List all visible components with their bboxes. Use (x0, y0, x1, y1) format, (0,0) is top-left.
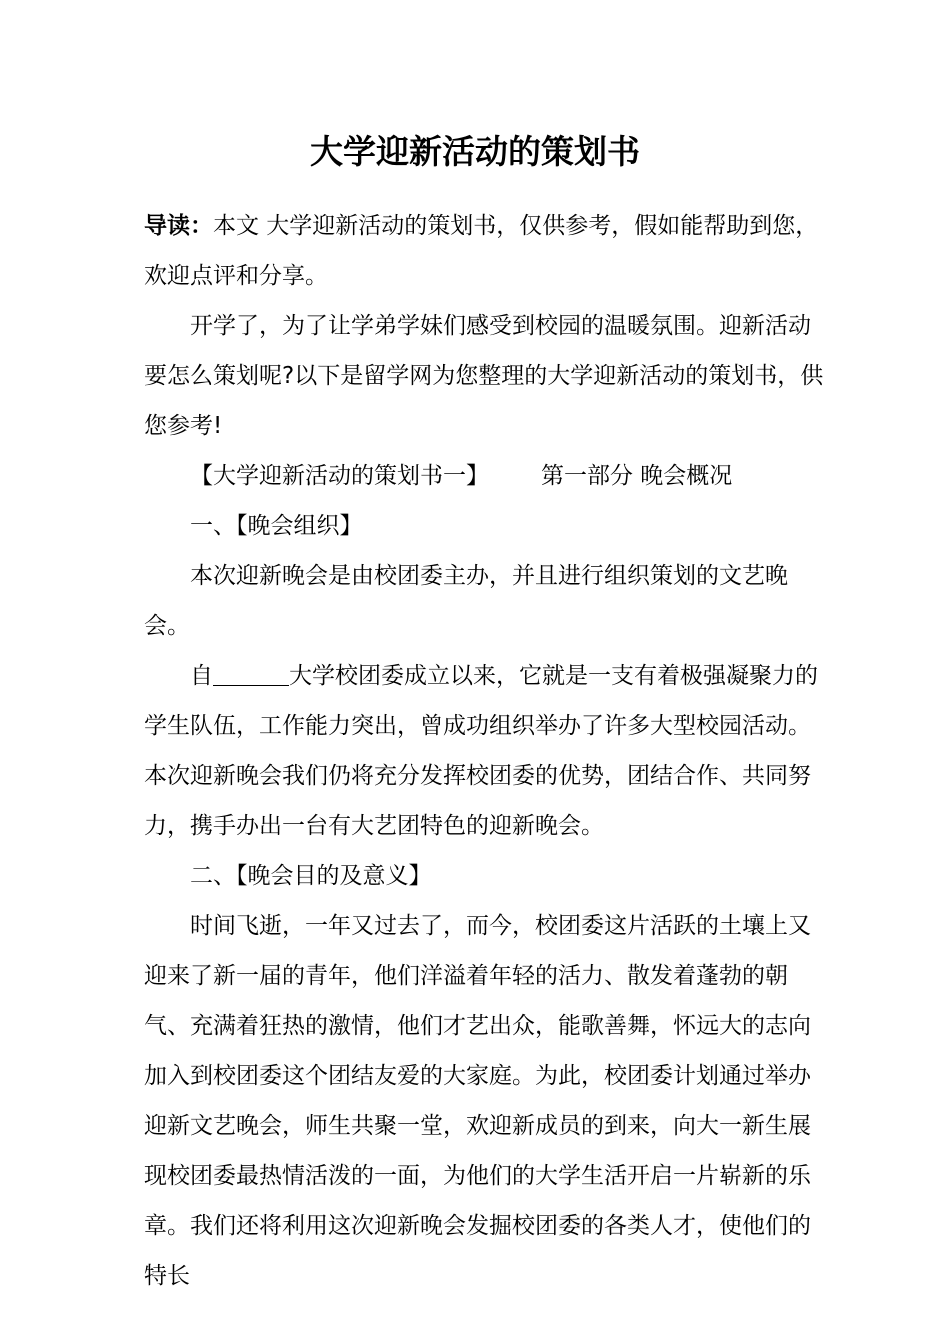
section-part-title: 第一部分 晚会概况 (541, 463, 733, 489)
document-title: 大学迎新活动的策划书 (310, 132, 640, 171)
section-bracket-title: 【大学迎新活动的策划书一】 (190, 463, 489, 489)
lead-label: 导读： (144, 213, 213, 239)
section-heading (144, 451, 824, 501)
paragraph-purpose: 时间飞逝，一年又过去了，而今，校团委这片活跃的土壤上又迎来了新一届的青年，他们洋溢着年轻的活力、散发着蓬勃的朝气、充满着狂热的激情，他们才艺出众，能歌善舞，怀远大的志向加入到校团委这个团结友爱的大家庭。为此，校团委计划通过举办迎新文艺晚会，师生共聚一堂，欢迎新成员的到来，向大一新生展现校团委最热情活泼的一面，为他们的大学生活开启一片崭新的乐章。我们还将利用这次迎新晚会发掘校团委的各类人才，使他们的特长 (144, 913, 811, 1289)
document-body (144, 201, 824, 1301)
heading-organization: 一、【晚会组织】 (190, 513, 363, 539)
fill-in-blank (213, 663, 289, 686)
intro-paragraph: 开学了，为了让学弟学妹们感受到校园的温暖氛围。迎新活动要怎么策划呢?以下是留学网为您整理的大学迎新活动的策划书，供您参考! (144, 313, 824, 439)
heading-purpose: 二、【晚会目的及意义】 (190, 863, 432, 889)
paragraph-team-start: 自 (190, 663, 213, 689)
lead-paragraph (144, 201, 824, 301)
paragraph-organization: 本次迎新晚会是由校团委主办，并且进行组织策划的文艺晚会。 (144, 563, 788, 639)
paragraph-team (144, 651, 824, 851)
paragraph-team-rest: 大学校团委成立以来，它就是一支有着极强凝聚力的学生队伍，工作能力突出，曾成功组织举办了许多大型校园活动。本次迎新晚会我们仍将充分发挥校团委的优势，团结合作、共同努力，携手办出一台有大艺团特色的迎新晚会。 (144, 663, 818, 839)
lead-text: 本文 大学迎新活动的策划书，仅供参考，假如能帮助到您，欢迎点评和分享。 (144, 213, 819, 289)
